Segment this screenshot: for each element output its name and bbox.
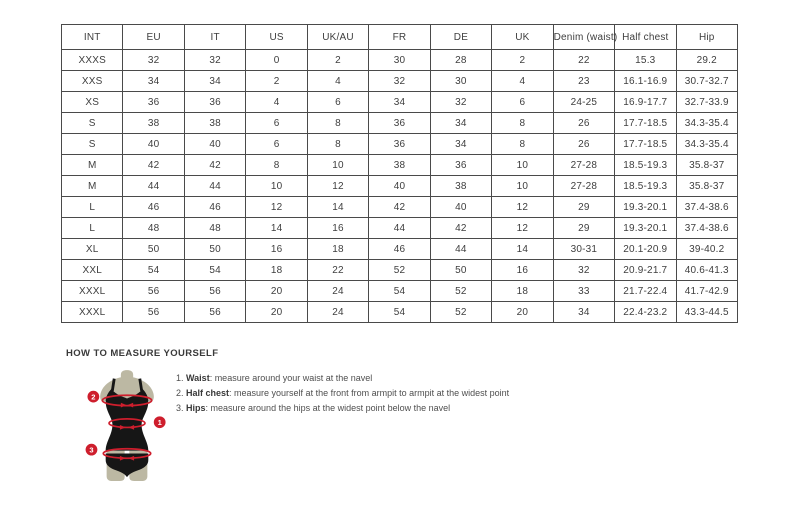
table-cell: 12	[492, 218, 553, 239]
table-cell: 36	[430, 155, 491, 176]
table-cell: 52	[430, 281, 491, 302]
table-row	[62, 50, 738, 71]
instruction-label: Hips	[186, 403, 206, 413]
table-cell: S	[62, 113, 123, 134]
table-cell: 56	[184, 302, 245, 323]
table-cell: 52	[430, 302, 491, 323]
table-cell: 26	[553, 134, 614, 155]
table-cell: 8	[307, 134, 368, 155]
table-cell: 54	[369, 302, 430, 323]
table-cell: 56	[123, 302, 184, 323]
table-cell: 27-28	[553, 155, 614, 176]
instruction-label: Waist	[186, 373, 210, 383]
header-row	[62, 25, 738, 50]
instruction-text: : measure around your waist at the navel	[209, 373, 373, 383]
table-cell: 44	[123, 176, 184, 197]
table-row	[62, 113, 738, 134]
table-row	[62, 134, 738, 155]
table-cell: 30	[430, 71, 491, 92]
hips-badge-number: 3	[89, 445, 94, 455]
table-row	[62, 71, 738, 92]
table-cell: 32	[369, 71, 430, 92]
table-cell: 6	[492, 92, 553, 113]
instruction-number: 3.	[176, 403, 187, 413]
measure-instructions	[176, 371, 509, 416]
table-cell: 4	[492, 71, 553, 92]
table-cell: 29.2	[676, 50, 737, 71]
table-cell: XXL	[62, 260, 123, 281]
table-cell: 6	[246, 134, 307, 155]
table-cell: 20	[246, 281, 307, 302]
table-cell: 52	[369, 260, 430, 281]
table-cell: 26	[553, 113, 614, 134]
table-cell: 14	[492, 239, 553, 260]
instruction-item	[176, 386, 509, 401]
table-cell: 56	[123, 281, 184, 302]
table-cell: 12	[307, 176, 368, 197]
table-cell: 48	[184, 218, 245, 239]
instruction-item	[176, 401, 509, 416]
table-cell: 50	[123, 239, 184, 260]
table-cell: 34	[184, 71, 245, 92]
table-cell: 40	[184, 134, 245, 155]
table-cell: 43.3-44.5	[676, 302, 737, 323]
table-cell: 10	[307, 155, 368, 176]
table-cell: S	[62, 134, 123, 155]
table-cell: 40	[369, 176, 430, 197]
table-cell: 18.5-19.3	[615, 176, 676, 197]
table-cell: 42	[369, 197, 430, 218]
table-cell: L	[62, 218, 123, 239]
instruction-text: : measure around the hips at the widest point below the navel	[205, 403, 451, 413]
column-header: UK/AU	[307, 25, 368, 50]
table-cell: 27-28	[553, 176, 614, 197]
table-cell: 17.7-18.5	[615, 113, 676, 134]
table-cell: 16.1-16.9	[615, 71, 676, 92]
table-cell: XXXS	[62, 50, 123, 71]
table-cell: 15.3	[615, 50, 676, 71]
column-header: DE	[430, 25, 491, 50]
column-header: Hip	[676, 25, 737, 50]
table-cell: 4	[307, 71, 368, 92]
table-cell: 46	[369, 239, 430, 260]
table-cell: 20	[246, 302, 307, 323]
table-cell: 18	[246, 260, 307, 281]
table-cell: 8	[492, 113, 553, 134]
table-cell: 6	[307, 92, 368, 113]
table-cell: 17.7-18.5	[615, 134, 676, 155]
size-table	[61, 24, 738, 323]
table-cell: 40.6-41.3	[676, 260, 737, 281]
table-cell: 39-40.2	[676, 239, 737, 260]
column-header: FR	[369, 25, 430, 50]
table-cell: 2	[246, 71, 307, 92]
table-cell: 30.7-32.7	[676, 71, 737, 92]
instruction-text: : measure yourself at the front from armpit to armpit at the widest point	[229, 388, 510, 398]
table-cell: 14	[307, 197, 368, 218]
table-cell: 19.3-20.1	[615, 197, 676, 218]
table-cell: 24-25	[553, 92, 614, 113]
table-cell: 16	[246, 239, 307, 260]
table-cell: 34	[430, 134, 491, 155]
table-cell: 32	[123, 50, 184, 71]
table-cell: 24	[307, 281, 368, 302]
table-cell: L	[62, 197, 123, 218]
table-cell: 22	[553, 50, 614, 71]
table-cell: 50	[430, 260, 491, 281]
camisole-strap-right	[140, 379, 142, 391]
table-cell: 20.1-20.9	[615, 239, 676, 260]
mannequin-illustration	[82, 369, 172, 483]
table-cell: 40	[123, 134, 184, 155]
table-cell: XXXL	[62, 281, 123, 302]
table-cell: 32	[184, 50, 245, 71]
size-table-body	[62, 50, 738, 323]
table-row	[62, 197, 738, 218]
table-cell: 2	[492, 50, 553, 71]
table-row	[62, 281, 738, 302]
table-cell: 54	[369, 281, 430, 302]
table-cell: 54	[184, 260, 245, 281]
table-cell: 12	[492, 197, 553, 218]
table-cell: 32	[553, 260, 614, 281]
table-row	[62, 239, 738, 260]
table-cell: 32.7-33.9	[676, 92, 737, 113]
waist-badge-number: 1	[157, 417, 162, 427]
table-cell: 22	[307, 260, 368, 281]
table-cell: XS	[62, 92, 123, 113]
column-header: UK	[492, 25, 553, 50]
table-cell: 37.4-38.6	[676, 218, 737, 239]
table-cell: 40	[430, 197, 491, 218]
table-cell: 12	[246, 197, 307, 218]
table-cell: 37.4-38.6	[676, 197, 737, 218]
table-cell: 16	[492, 260, 553, 281]
table-cell: 42	[430, 218, 491, 239]
table-cell: 18.5-19.3	[615, 155, 676, 176]
table-cell: 8	[246, 155, 307, 176]
table-cell: 10	[492, 155, 553, 176]
table-cell: 10	[246, 176, 307, 197]
table-cell: 29	[553, 218, 614, 239]
table-cell: M	[62, 155, 123, 176]
table-cell: 32	[430, 92, 491, 113]
table-row	[62, 218, 738, 239]
table-cell: 46	[123, 197, 184, 218]
table-cell: 16.9-17.7	[615, 92, 676, 113]
table-cell: 16	[307, 218, 368, 239]
table-cell: 44	[369, 218, 430, 239]
table-cell: 38	[184, 113, 245, 134]
table-cell: 0	[246, 50, 307, 71]
table-cell: 20	[492, 302, 553, 323]
measure-section-title: HOW TO MEASURE YOURSELF	[66, 348, 219, 359]
table-row	[62, 155, 738, 176]
table-cell: 42	[123, 155, 184, 176]
table-cell: 18	[307, 239, 368, 260]
table-cell: 21.7-22.4	[615, 281, 676, 302]
table-cell: 28	[430, 50, 491, 71]
table-cell: XL	[62, 239, 123, 260]
table-cell: 36	[184, 92, 245, 113]
table-cell: 34	[123, 71, 184, 92]
table-cell: 41.7-42.9	[676, 281, 737, 302]
table-cell: 20.9-21.7	[615, 260, 676, 281]
table-cell: 38	[123, 113, 184, 134]
table-cell: 2	[307, 50, 368, 71]
table-cell: 50	[184, 239, 245, 260]
table-cell: 18	[492, 281, 553, 302]
table-row	[62, 260, 738, 281]
column-header: IT	[184, 25, 245, 50]
table-cell: 35.8-37	[676, 176, 737, 197]
table-cell: 54	[123, 260, 184, 281]
column-header: EU	[123, 25, 184, 50]
table-row	[62, 176, 738, 197]
table-cell: XXS	[62, 71, 123, 92]
column-header: Denim (waist)	[553, 25, 614, 50]
table-row	[62, 92, 738, 113]
table-cell: 35.8-37	[676, 155, 737, 176]
table-cell: 34.3-35.4	[676, 113, 737, 134]
table-cell: M	[62, 176, 123, 197]
table-cell: 19.3-20.1	[615, 218, 676, 239]
table-cell: 38	[369, 155, 430, 176]
table-cell: 44	[430, 239, 491, 260]
table-cell: 34	[430, 113, 491, 134]
table-cell: XXXL	[62, 302, 123, 323]
table-cell: 36	[123, 92, 184, 113]
table-cell: 8	[492, 134, 553, 155]
table-cell: 22.4-23.2	[615, 302, 676, 323]
chest-badge-number: 2	[91, 392, 96, 402]
column-header: US	[246, 25, 307, 50]
table-cell: 29	[553, 197, 614, 218]
table-cell: 24	[307, 302, 368, 323]
table-row	[62, 302, 738, 323]
table-cell: 36	[369, 134, 430, 155]
column-header: INT	[62, 25, 123, 50]
table-cell: 4	[246, 92, 307, 113]
table-cell: 23	[553, 71, 614, 92]
table-cell: 30-31	[553, 239, 614, 260]
measurement-figure	[82, 369, 172, 483]
table-cell: 36	[369, 113, 430, 134]
column-header: Half chest	[615, 25, 676, 50]
table-cell: 33	[553, 281, 614, 302]
table-cell: 48	[123, 218, 184, 239]
table-cell: 34.3-35.4	[676, 134, 737, 155]
table-cell: 34	[553, 302, 614, 323]
table-cell: 56	[184, 281, 245, 302]
camisole-strap-left	[112, 379, 114, 391]
table-cell: 42	[184, 155, 245, 176]
instruction-label: Half chest	[186, 388, 230, 398]
table-cell: 30	[369, 50, 430, 71]
table-cell: 10	[492, 176, 553, 197]
instruction-number: 1.	[176, 373, 187, 383]
size-table-header	[62, 25, 738, 50]
table-cell: 38	[430, 176, 491, 197]
table-cell: 14	[246, 218, 307, 239]
table-cell: 44	[184, 176, 245, 197]
table-cell: 34	[369, 92, 430, 113]
table-cell: 46	[184, 197, 245, 218]
table-cell: 6	[246, 113, 307, 134]
instruction-number: 2.	[176, 388, 187, 398]
instruction-item	[176, 371, 509, 386]
table-cell: 8	[307, 113, 368, 134]
